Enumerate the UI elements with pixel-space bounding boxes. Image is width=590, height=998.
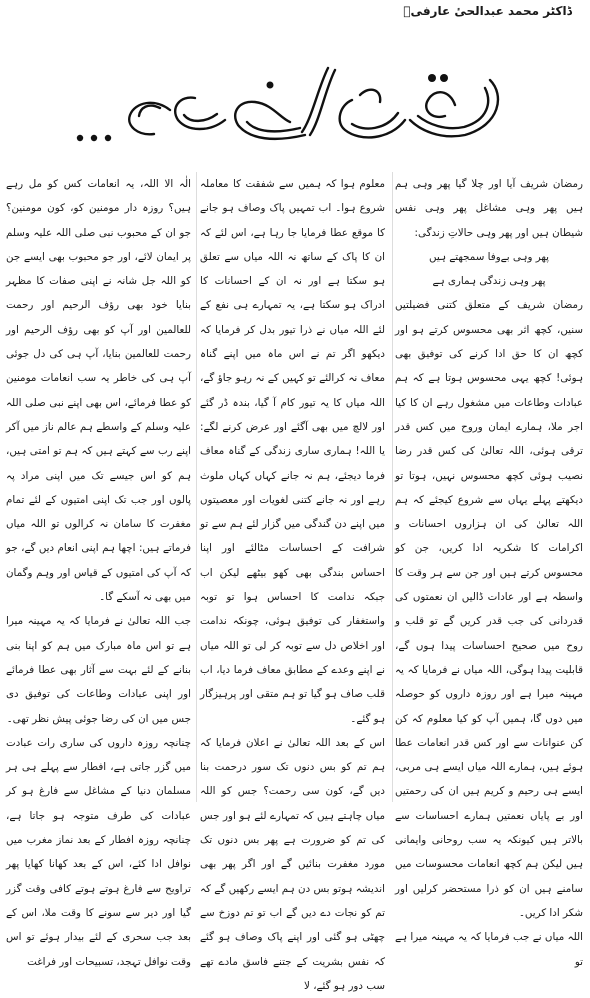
paragraph: چنانچہ روزہ داروں کی ساری رات عبادت میں گزر جاتی ہے، افطار سے پہلے ہی ہر مسلمان دنیا کے مشاغل سے فارغ ہو کر عبادات کی طرف متوجہ ہو جاتا ہے، چنانچہ روزہ افطار کے بعد نماز مغرب میں نوافل ادا کئے، اس کے بعد کھانا کھایا پھر تراویح سے فارغ ہوتے ہوتے کافی وقت گزر گیا اور دیر سے سونے کا وقت ملا، اس کے بعد جب سحری کے لئے بیدار ہوئے تو اس وقت نوافل تہجد، تسبیحات اور فراغت	[6, 736, 191, 968]
paragraph: رمضان شریف کے متعلق کتنی فضیلتیں سنیں، کچھ اثر بھی محسوس کرتے ہو اور کچھ ان کا حق ادا کرنے کی توفیق بھی ہوئی! کچھ یہی محسوس ہوتا ہے کہ ہم عبادات وطاعات میں مشغول رہے ان کا کیا اجر ملا، ہمارے ایمان وروح میں کس قدر ترقی ہوئی، اللہ تعالیٰ کی کس قدر رضا نصیب ہوئی کچھ محسوس نہیں، ہوتا تو دیکھتے پہلے یہاں سے شروع کیجئے کہ ہم اللہ تعالیٰ کی ان ہزاروں احسانات و اکرامات کا شکریہ ادا کریں، جن کو محسوس کرتے ہیں اور جن سے ہر وقت کا واسطہ ہے اور عادات ڈالیں ان نعمتوں کی قدردانی کی جب قدر کریں گے تو قلب و روح میں صحیح احساسات پیدا ہوں گے، قابلیت پیدا ہوگی، اللہ میاں نے فرمایا کہ یہ مہینہ میرا ہے اور روزہ داروں کو حوصلہ میں دوں گا، ہمیں آپ کو کیا معلوم کہ کن کن عنوانات سے اور کس قدر انعامات عطا ہوئے ہیں، ہمارے اللہ میاں ایسے ہی مربی، ایسے ہی رحیم و کریم ہیں ان کی رحمتیں اور بے پایاں نعمتیں ہمارے احساسات سے بالاتر ہیں کیونکہ یہ سب روحانی وایمانی ہیں لیکن ہم کچھ انعامات محسوسات میں سامنے ہیں ان کو ذرا مستحضر کرلیں اور شکر ادا کریں۔	[395, 299, 583, 919]
verse-line: پھر وہی زندگی ہماری ہے	[432, 275, 546, 288]
column-middle	[200, 172, 385, 992]
column-divider	[392, 172, 393, 802]
column-divider	[196, 172, 197, 802]
author-name: ڈاکٹر محمد عبدالحیٔ عارفیؒ	[403, 4, 572, 18]
column-right	[395, 172, 583, 968]
paragraph: الٰہ الا اللہ، یہ انعامات کس کو مل رہے ہیں؟ روزہ دار مومنین کو، کون مومنین؟ جو ان کے محبوب نبی صلی اللہ علیہ وسلم پر ایمان لائے، اور جو محبوب بھی ایسے جن کو اللہ جل شانہ نے اپنی صفات کا مظہر بنایا خود بھی رؤف الرحیم اور رحمت للعالمین اور آپ کو بھی رؤف الرحیم اور رحمت للعالمین بنایا، آپ ہی کی دل جوئی آپ ہی کی خاطر یہ سب انعامات مومنین کو عطا فرمائے، اس بھی اپنے نبی صلی اللہ علیہ وسلم کے واسطے ہم عالم ناز میں آکر اپنے رب سے کہتے ہیں کہ ہم تو امتی ہیں، ہم کو اس جیسے تک میں اپنی مراد پہ پالوں اور جب تک اپنی امتیوں کے لئے تمام مغفرت کا سامان نہ کرالوں تو اللہ میاں فرماتے ہیں: اچھا ہم اپنی انعام دیں گے، جو کہ آپ کی امتیوں کے قیاس اور وہم وگمان میں بھی نہ آسکے گا۔	[6, 178, 191, 604]
paragraph: معلوم ہوا کہ ہمیں سے شفقت کا معاملہ شروع ہوا۔ اب تمہیں پاک وصاف ہو جانے کا موقع عطا فرمایا جا رہا ہے، اس لئے کہ ان کا پاک کے ساتھ نہ اللہ میاں سے تعلق ہو سکتا ہے اور نہ ان کے احسانات کا ادراک ہو سکتا ہے، یہ تمہارے ہی نفع کے لئے اللہ میاں نے ذرا تیور بدل کر فرمایا کہ دیکھو اگر تم نے اس ماہ میں اپنے گناہ معاف نہ کرالئے تو کہیں کے نہ رہو جاؤ گے، اللہ میاں کا یہ تیور کام آ گیا، بندہ ڈر گئے اور لالچ میں بھی آگئے اور عرض کرنے لگے: یا اللہ! ہماری ساری زندگی کے گناہ معاف فرما دیجئے، ہم نہ جانے کہاں کہاں ملوث رہے اور نہ جانے کتنی لغویات اور معصیتوں میں اپنے دن گندگی میں گزار لئے ہم سے تو شرافت کے احساسات مٹالئے اور اپنا احساس بندگی بھی کھو بیٹھے لیکن اب جبکہ ندامت کا احساس ہوا تو توبہ واستغفار کی توفیق ہوئی، چونکہ ندامت اور اخلاص دل سے توبہ کر لی تو اللہ میاں نے اپنے وعدے کے مطابق معاف فرما دیا، اب قلب صاف ہو گیا تو ہم متقی اور پرہیزگار ہو گئے۔	[200, 178, 385, 725]
verse-line: پھر وہی بےوفا سمجھتے ہیں	[429, 250, 549, 263]
paragraph: جب اللہ تعالیٰ نے فرمایا کہ یہ مہینہ میرا ہے تو اس ماہ مبارک میں ہم کو اپنا بنی بنانے کے لئے بہت سے آثار بھی عطا فرمائے اور اپنی عبادات وطاعات کی توفیق دی جس میں ان کی رضا جوئی پیش نظر تھی۔	[6, 615, 191, 725]
paragraph: رمضان شریف آیا اور چلا گیا پھر وہی ہم ہیں پھر وہی مشاغل پھر وہی نفس شیطان ہیں اور پھر وہی حالاتِ زندگی:	[395, 178, 583, 239]
paragraph: اس کے بعد اللہ تعالیٰ نے اعلان فرمایا کہ ہم تم کو بس دنوں تک سور درحمت بنا دیں گے، کون سی رحمت؟ جس کو اللہ میاں چاہتے ہیں کہ تمہارے لئے ہو اور جس کی تم کو ضرورت ہے پھر بس دنوں تک مورد مغفرت بنائیں گے اور اگر پھر بھی اندیشہ ہوتو بس دن ہم ایسے رکھیں گے کہ تم کو نجات دے دیں گے اب تو تم دوزخ سے چھٹی ہو گئی اور اپنے پاک وصاف ہو گئے کہ نفس بشریت کے جتنے فاسق مادے تھے سب دور ہو گئے، لا	[200, 736, 385, 992]
title-calligraphy-art	[60, 50, 530, 155]
column-left	[6, 172, 191, 968]
paragraph: اللہ میاں نے جب فرمایا کہ یہ مہینہ میرا ہے تو	[395, 931, 583, 968]
title-calligraphy	[60, 50, 530, 155]
